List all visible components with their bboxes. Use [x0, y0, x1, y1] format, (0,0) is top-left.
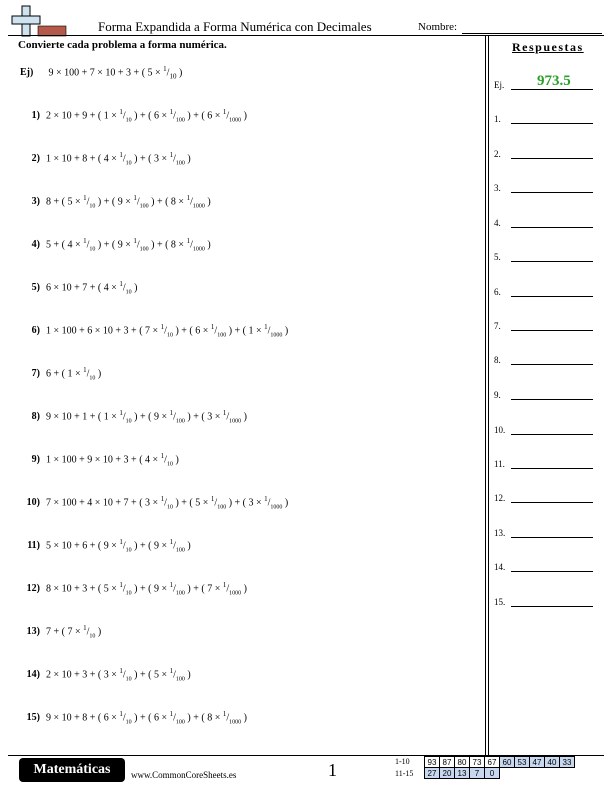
name-label: Nombre: — [418, 21, 458, 33]
fraction-denominator: 10 — [125, 719, 132, 726]
problem-text: 1 × 10 + 8 + ( 4 × — [46, 153, 120, 165]
score-cell: 33 — [560, 757, 575, 768]
problem-text: ) + ( 6 × — [131, 712, 170, 724]
answer-label: 5. — [494, 252, 501, 262]
problem-text: 5 + ( 4 × — [46, 239, 84, 251]
score-cell: 0 — [485, 768, 500, 779]
problem-text: 8 × 10 + 3 + ( 5 × — [46, 583, 120, 595]
score-cell: 7 — [470, 768, 485, 779]
problem-text: ) + ( 9 × — [131, 411, 170, 423]
problem-number: 13) — [26, 626, 40, 638]
fraction-denominator: 100 — [175, 676, 185, 683]
problem-item: 13) 7 + ( $7 \times ^1/_{10}$ ) — [20, 624, 101, 639]
fraction-denominator: 10 — [166, 504, 173, 511]
problem-item: 10) 7 × 100 + 4 × 10 + 7 + ( $3 \times ^1/_{10}$ ) + ( $5 \times ^1/_{100}$ ) + ( $3 \times ^1/_{1000}$ ) — [20, 495, 288, 510]
answer-field[interactable] — [511, 192, 593, 193]
score-cell: 93 — [425, 757, 440, 768]
brand-logo — [19, 758, 125, 782]
problem-text: ) — [204, 239, 211, 251]
problem-text: 5 × 10 + 6 + ( 9 × — [46, 540, 120, 552]
fraction-denominator: 1000 — [229, 590, 242, 597]
fraction-denominator: 10 — [125, 160, 132, 167]
answer-label: 13. — [494, 528, 506, 538]
answer-label: 3. — [494, 183, 501, 193]
answer-label: 15. — [494, 597, 506, 607]
problem-text: ) + ( 3 × — [184, 411, 223, 423]
problem-text: 1 × 100 + 9 × 10 + 3 + ( 4 × — [46, 454, 161, 466]
problem-text: ) — [131, 282, 138, 294]
problem-text: ) — [184, 540, 191, 552]
problem-number: 15) — [26, 712, 40, 724]
problem-text: ) — [241, 583, 247, 595]
problem-text: ) — [95, 626, 102, 638]
answer-label: 1. — [494, 114, 501, 124]
score-row — [425, 768, 575, 779]
fraction-denominator: 100 — [175, 547, 185, 554]
score-cell: 20 — [440, 768, 455, 779]
fraction-denominator: 10 — [125, 590, 132, 597]
answer-label: 4. — [494, 218, 501, 228]
problem-number: 2) — [31, 153, 40, 165]
answer-example-value: 973.5 — [537, 73, 571, 89]
score-cell: 87 — [440, 757, 455, 768]
answer-field[interactable] — [511, 330, 593, 331]
problem-number: 8) — [31, 411, 40, 423]
problem-item: 8) 9 × 10 + 1 + ( $1 \times ^1/_{10}$ ) + ( $9 \times ^1/_{100}$ ) + ( $3 \times ^1/_{1000}$ ) — [20, 409, 247, 424]
problem-text: ) + ( 3 × — [226, 497, 265, 509]
problem-text: ) — [282, 497, 289, 509]
problem-item: 15) 9 × 10 + 8 + ( $6 \times ^1/_{10}$ ) + ( $6 \times ^1/_{100}$ ) + ( $8 \times ^1/_{1000}$ ) — [20, 710, 247, 725]
problem-text: ) + ( 6 × — [184, 110, 223, 122]
page-number: 1 — [328, 760, 337, 780]
fraction-denominator: 100 — [175, 418, 185, 425]
problem-number: 4) — [31, 239, 40, 251]
fraction-denominator: 100 — [217, 504, 227, 511]
problem-text: ) + ( 8 × — [148, 196, 187, 208]
problem-text: 2 × 10 + 9 + ( 1 × — [46, 110, 120, 122]
answer-field[interactable] — [511, 537, 593, 538]
fraction-denominator: 10 — [89, 246, 96, 253]
answer-field[interactable] — [511, 399, 593, 400]
answer-label: 2. — [494, 149, 501, 159]
fraction-denominator: 1000 — [270, 504, 283, 511]
divider — [8, 35, 604, 36]
answer-label: 6. — [494, 287, 501, 297]
answer-label: 10. — [494, 425, 506, 435]
problem-text: ) — [172, 454, 179, 466]
fraction-denominator: 10 — [125, 676, 132, 683]
problem-number: 5) — [31, 282, 40, 294]
score-cell: 27 — [425, 768, 440, 779]
answer-field[interactable] — [511, 434, 593, 435]
problem-item: 1) 2 × 10 + 9 + ( $1 \times ^1/_{10}$ ) + ( $6 \times ^1/_{100}$ ) + ( $6 \times ^1/_{1000}$ ) — [20, 108, 247, 123]
problem-item: 3) 8 + ( $5 \times ^1/_{10}$ ) + ( $9 \times ^1/_{100}$ ) + ( $8 \times ^1/_{1000}$ ) — [20, 194, 211, 209]
answer-label: 8. — [494, 355, 501, 365]
answer-label: 14. — [494, 562, 506, 572]
fraction-denominator: 10 — [89, 633, 96, 640]
fraction-denominator: 10 — [166, 332, 173, 339]
problem-item: 11) 5 × 10 + 6 + ( $9 \times ^1/_{10}$ ) + ( $9 \times ^1/_{100}$ ) — [20, 538, 191, 553]
fraction-denominator: 1000 — [229, 117, 242, 124]
answer-field[interactable] — [511, 606, 593, 607]
problem-number: 1) — [31, 110, 40, 122]
fraction-denominator: 100 — [217, 332, 227, 339]
problem-text: ) + ( 3 × — [131, 153, 170, 165]
brand-text: Matemáticas — [33, 762, 111, 777]
problem-number: 9) — [31, 454, 40, 466]
answer-field[interactable] — [511, 227, 593, 228]
answer-field[interactable] — [511, 296, 593, 297]
example-frac: 10 — [169, 72, 177, 81]
score-cell: 53 — [515, 757, 530, 768]
fraction-denominator: 10 — [89, 203, 96, 210]
problem-text: ) + ( 6 × — [172, 325, 211, 337]
example-label: Ej) — [20, 67, 34, 79]
problem-number: 14) — [26, 669, 40, 681]
score-cell: 60 — [500, 757, 515, 768]
fraction-denominator: 10 — [166, 461, 173, 468]
site-url: www.CommonCoreSheets.es — [131, 770, 237, 780]
problem-text: 7 + ( 7 × — [46, 626, 84, 638]
answer-field[interactable] — [511, 571, 593, 572]
problem-item: 9) 1 × 100 + 9 × 10 + 3 + ( $4 \times ^1/_{10}$ ) — [20, 452, 179, 467]
problem-text: ) — [95, 368, 102, 380]
instructions: Convierte cada problema a forma numérica. — [18, 39, 227, 51]
fraction-denominator: 1000 — [229, 719, 242, 726]
score-cell: 47 — [530, 757, 545, 768]
stats-label-2: 11-15 — [395, 769, 414, 778]
problem-item: 7) 6 + ( $1 \times ^1/_{10}$ ) — [20, 366, 101, 381]
answer-field[interactable] — [511, 261, 593, 262]
problem-text: 6 × 10 + 7 + ( 4 × — [46, 282, 120, 294]
fraction-denominator: 100 — [175, 590, 185, 597]
problem-text: 1 × 100 + 6 × 10 + 3 + ( 7 × — [46, 325, 161, 337]
answer-example-label: Ej. — [494, 80, 505, 90]
answer-label: 11. — [494, 459, 505, 469]
problem-text: ) — [204, 196, 211, 208]
fraction-denominator: 1000 — [192, 203, 205, 210]
score-cell: 13 — [455, 768, 470, 779]
example-text: 9 × 100 + 7 × 10 + 3 + ( 5 × — [48, 67, 164, 79]
problem-number: 11) — [27, 540, 40, 552]
fraction-denominator: 100 — [139, 203, 149, 210]
problem-text: ) + ( 8 × — [184, 712, 223, 724]
problem-number: 10) — [26, 497, 40, 509]
answer-label: 7. — [494, 321, 501, 331]
answer-field[interactable] — [511, 502, 593, 503]
fraction-denominator: 10 — [125, 289, 132, 296]
problem-text: ) — [241, 411, 247, 423]
fraction-denominator: 100 — [139, 246, 149, 253]
problem-number: 6) — [31, 325, 40, 337]
divider — [488, 35, 489, 755]
problem-text: ) + ( 8 × — [148, 239, 187, 251]
problem-text: ) — [184, 153, 191, 165]
score-row — [425, 757, 575, 768]
page-title: Forma Expandida a Forma Numérica con Decimales — [98, 19, 372, 34]
answers-title: Respuestas — [512, 40, 584, 54]
fraction-denominator: 100 — [175, 117, 185, 124]
problem-text: ) + ( 9 × — [95, 239, 134, 251]
name-field[interactable] — [462, 33, 602, 34]
problem-text: ) + ( 9 × — [131, 583, 170, 595]
problem-text: ) + ( 1 × — [226, 325, 265, 337]
fraction-denominator: 1000 — [192, 246, 205, 253]
problem-text: ) — [282, 325, 289, 337]
stats-label-1: 1-10 — [395, 757, 410, 766]
problem-text: 9 × 10 + 1 + ( 1 × — [46, 411, 120, 423]
answer-field[interactable] — [511, 158, 593, 159]
fraction-denominator: 10 — [125, 547, 132, 554]
fraction-denominator: 1000 — [270, 332, 283, 339]
problem-text: 6 + ( 1 × — [46, 368, 84, 380]
score-cell: 73 — [470, 757, 485, 768]
problem-text: ) + ( 6 × — [131, 110, 170, 122]
problem-text: ) — [241, 110, 247, 122]
problem-number: 3) — [31, 196, 40, 208]
problem-text: 7 × 100 + 4 × 10 + 7 + ( 3 × — [46, 497, 161, 509]
score-cell: 67 — [485, 757, 500, 768]
problem-text: ) + ( 5 × — [172, 497, 211, 509]
score-cell: 80 — [455, 757, 470, 768]
problem-number: 7) — [31, 368, 40, 380]
answer-label: 12. — [494, 493, 506, 503]
fraction-denominator: 10 — [89, 375, 96, 382]
fraction-denominator: 10 — [125, 418, 132, 425]
problem-item: 6) 1 × 100 + 6 × 10 + 3 + ( $7 \times ^1/_{10}$ ) + ( $6 \times ^1/_{100}$ ) + ( $1 \times ^1/_{1000}$ ) — [20, 323, 288, 338]
fraction-denominator: 100 — [175, 160, 185, 167]
problem-number: 12) — [26, 583, 40, 595]
divider — [485, 35, 486, 755]
fraction-denominator: 10 — [125, 117, 132, 124]
score-table — [424, 756, 575, 779]
problem-text: ) + ( 7 × — [184, 583, 223, 595]
fraction-denominator: 1000 — [229, 418, 242, 425]
answer-field[interactable] — [511, 468, 593, 469]
example-problem: Ej) 9 × 100 + 7 × 10 + 3 + ( $5 \times ^1/_{10}$ ) — [20, 65, 183, 81]
example-text-end: ) — [176, 67, 183, 79]
problem-item: 14) 2 × 10 + 3 + ( $3 \times ^1/_{10}$ ) + ( $5 \times ^1/_{100}$ ) — [20, 667, 191, 682]
answer-field[interactable] — [511, 364, 593, 365]
problem-text: ) + ( 5 × — [131, 669, 170, 681]
problem-text: 9 × 10 + 8 + ( 6 × — [46, 712, 120, 724]
problem-item: 5) 6 × 10 + 7 + ( $4 \times ^1/_{10}$ ) — [20, 280, 138, 295]
problem-text: ) — [241, 712, 247, 724]
problem-item: 4) 5 + ( $4 \times ^1/_{10}$ ) + ( $9 \times ^1/_{100}$ ) + ( $8 \times ^1/_{1000}$ ) — [20, 237, 211, 252]
score-cell: 40 — [545, 757, 560, 768]
problem-item: 12) 8 × 10 + 3 + ( $5 \times ^1/_{10}$ ) + ( $9 \times ^1/_{100}$ ) + ( $7 \times ^1/_{1000}$ ) — [20, 581, 247, 596]
answer-field[interactable] — [511, 123, 593, 124]
fraction-denominator: 100 — [175, 719, 185, 726]
problem-text: ) + ( 9 × — [131, 540, 170, 552]
logo-icon — [10, 4, 70, 38]
answer-label: 9. — [494, 390, 501, 400]
problem-text: 2 × 10 + 3 + ( 3 × — [46, 669, 120, 681]
problem-text: 8 + ( 5 × — [46, 196, 84, 208]
problem-text: ) — [184, 669, 191, 681]
problem-text: ) + ( 9 × — [95, 196, 134, 208]
problem-item: 2) 1 × 10 + 8 + ( $4 \times ^1/_{10}$ ) + ( $3 \times ^1/_{100}$ ) — [20, 151, 191, 166]
